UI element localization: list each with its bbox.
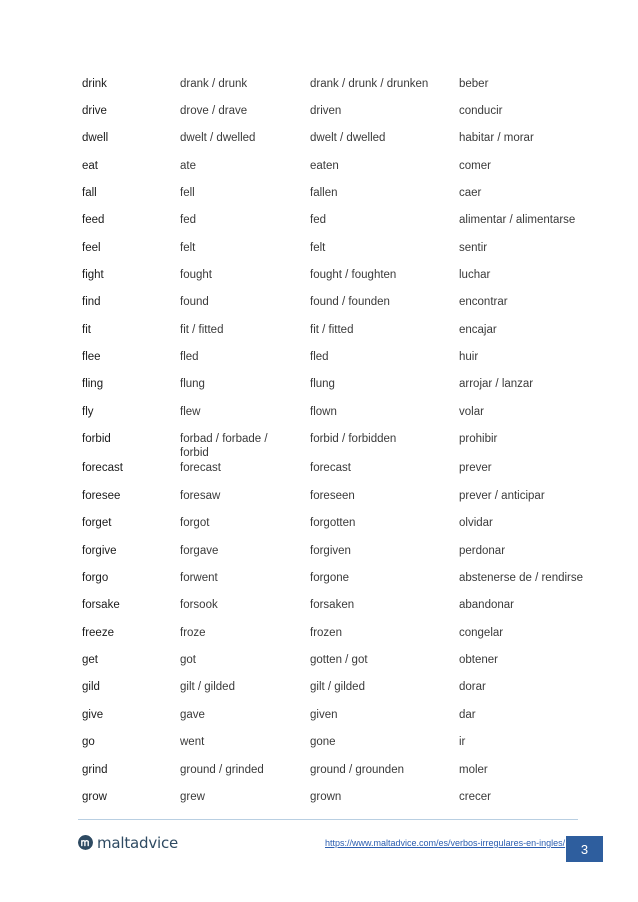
verb-spanish: perdonar [459,545,506,557]
table-row [0,186,638,214]
verb-participle: fallen [310,187,338,199]
verb-base: fall [82,187,97,199]
verb-base: dwell [82,132,109,144]
table-row [0,461,638,489]
verb-participle: forgone [310,572,350,584]
verb-past: flung [180,378,205,390]
verb-past: went [180,736,205,748]
verb-participle: gone [310,736,336,748]
verb-participle: flung [310,378,335,390]
verb-past: forgot [180,517,210,529]
verb-base: go [82,736,95,748]
verb-base: freeze [82,627,114,639]
verb-participle: eaten [310,160,339,172]
verb-base: forget [82,517,112,529]
verb-participle: fled [310,351,329,363]
verb-spanish: crecer [459,791,491,803]
verb-past: froze [180,627,206,639]
verb-spanish: arrojar / lanzar [459,378,534,390]
verb-spanish: encajar [459,324,497,336]
verb-past: forgave [180,545,219,557]
verb-past: fell [180,187,195,199]
verb-base: get [82,654,98,666]
verb-base: grow [82,791,107,803]
verb-past: fed [180,214,196,226]
verb-spanish: dar [459,709,476,721]
verb-participle: found / founden [310,296,390,308]
verb-spanish: prever / anticipar [459,490,545,502]
verb-spanish: comer [459,160,491,172]
table-row [0,159,638,187]
verb-participle: forgiven [310,545,351,557]
verb-past: gave [180,709,205,721]
verb-past: drove / drave [180,105,248,117]
verb-participle: gilt / gilded [310,681,365,693]
verb-past: fled [180,351,199,363]
verb-past: foresaw [180,490,221,502]
table-row [0,544,638,572]
verb-participle: dwelt / dwelled [310,132,386,144]
verb-base: drive [82,105,107,117]
verb-spanish: congelar [459,627,504,639]
table-row [0,626,638,654]
verb-spanish: sentir [459,242,488,254]
verb-spanish: conducir [459,105,503,117]
verb-participle: frozen [310,627,342,639]
table-row [0,104,638,132]
verb-spanish: alimentar / alimentarse [459,214,576,226]
table-row [0,241,638,269]
table-row [0,790,638,818]
verb-spanish: prohibir [459,433,498,445]
table-row [0,432,638,460]
verb-participle: felt [310,242,326,254]
verb-participle: driven [310,105,342,117]
verb-past: forbad / forbade / forbid [180,433,268,459]
verb-base: foresee [82,490,121,502]
table-row [0,213,638,241]
verb-past: drank / drunk [180,78,248,90]
verb-spanish: prever [459,462,492,474]
table-row [0,268,638,296]
verb-base: gild [82,681,100,693]
verb-spanish: huir [459,351,479,363]
verb-spanish: olvidar [459,517,493,529]
verb-participle: forsaken [310,599,355,611]
table-row [0,598,638,626]
table-row [0,323,638,351]
footer-divider [78,819,578,820]
verb-spanish: caer [459,187,482,199]
verb-past: forsook [180,599,218,611]
table-row [0,708,638,736]
verb-base: feed [82,214,105,226]
verb-participle: forecast [310,462,351,474]
verb-participle: fit / fitted [310,324,354,336]
verb-base: forbid [82,433,111,445]
table-row [0,516,638,544]
verb-past: grew [180,791,205,803]
verb-past: gilt / gilded [180,681,235,693]
verb-past: got [180,654,196,666]
verb-base: fit [82,324,91,336]
verb-base: give [82,709,104,721]
verb-past: fit / fitted [180,324,224,336]
source-link[interactable]: https://www.maltadvice.com/es/verbos-irregulares-en-ingles/ [325,838,566,848]
table-row [0,377,638,405]
verb-base: forgo [82,572,109,584]
verb-base: drink [82,78,107,90]
verb-participle: gotten / got [310,654,368,666]
verb-spanish: dorar [459,681,486,693]
verb-spanish: habitar / morar [459,132,534,144]
verb-spanish: abstenerse de / rendirse [459,572,584,584]
verb-participle: forbid / forbidden [310,433,397,445]
verb-past: forecast [180,462,221,474]
table-row [0,680,638,708]
verb-base: feel [82,242,101,254]
verb-spanish: beber [459,78,489,90]
verb-past: felt [180,242,196,254]
verb-base: find [82,296,101,308]
table-row [0,131,638,159]
verb-base: grind [82,764,108,776]
verb-base: forecast [82,462,123,474]
table-row [0,350,638,378]
verb-participle: foreseen [310,490,355,502]
table-row [0,653,638,681]
table-row [0,77,638,105]
verb-participle: grown [310,791,342,803]
verb-past: dwelt / dwelled [180,132,256,144]
table-row [0,295,638,323]
verb-spanish: obtener [459,654,499,666]
verb-base: fling [82,378,104,390]
verb-past: ground / grinded [180,764,264,776]
table-row [0,489,638,517]
table-row [0,571,638,599]
verb-participle: given [310,709,338,721]
verb-participle: fed [310,214,326,226]
verb-participle: forgotten [310,517,356,529]
verb-participle: ground / grounden [310,764,404,776]
verb-past: ate [180,160,196,172]
verb-base: forgive [82,545,117,557]
verb-base: forsake [82,599,120,611]
verb-spanish: moler [459,764,488,776]
table-row [0,763,638,791]
verb-spanish: encontrar [459,296,508,308]
m-circle-icon [78,835,93,850]
verb-base: flee [82,351,101,363]
table-row [0,405,638,433]
verb-participle: fought / foughten [310,269,397,281]
verb-base: fly [82,406,94,418]
verb-spanish: luchar [459,269,491,281]
verb-base: fight [82,269,104,281]
table-row [0,735,638,763]
logo-text: maltadvice [97,834,179,852]
page-number: 3 [566,836,603,862]
verb-past: fought [180,269,212,281]
verb-past: found [180,296,209,308]
verb-participle: flown [310,406,337,418]
verb-spanish: abandonar [459,599,514,611]
verb-base: eat [82,160,98,172]
verb-spanish: ir [459,736,466,748]
verb-participle: drank / drunk / drunken [310,78,429,90]
verb-past: flew [180,406,201,418]
verb-spanish: volar [459,406,484,418]
verb-past: forwent [180,572,218,584]
